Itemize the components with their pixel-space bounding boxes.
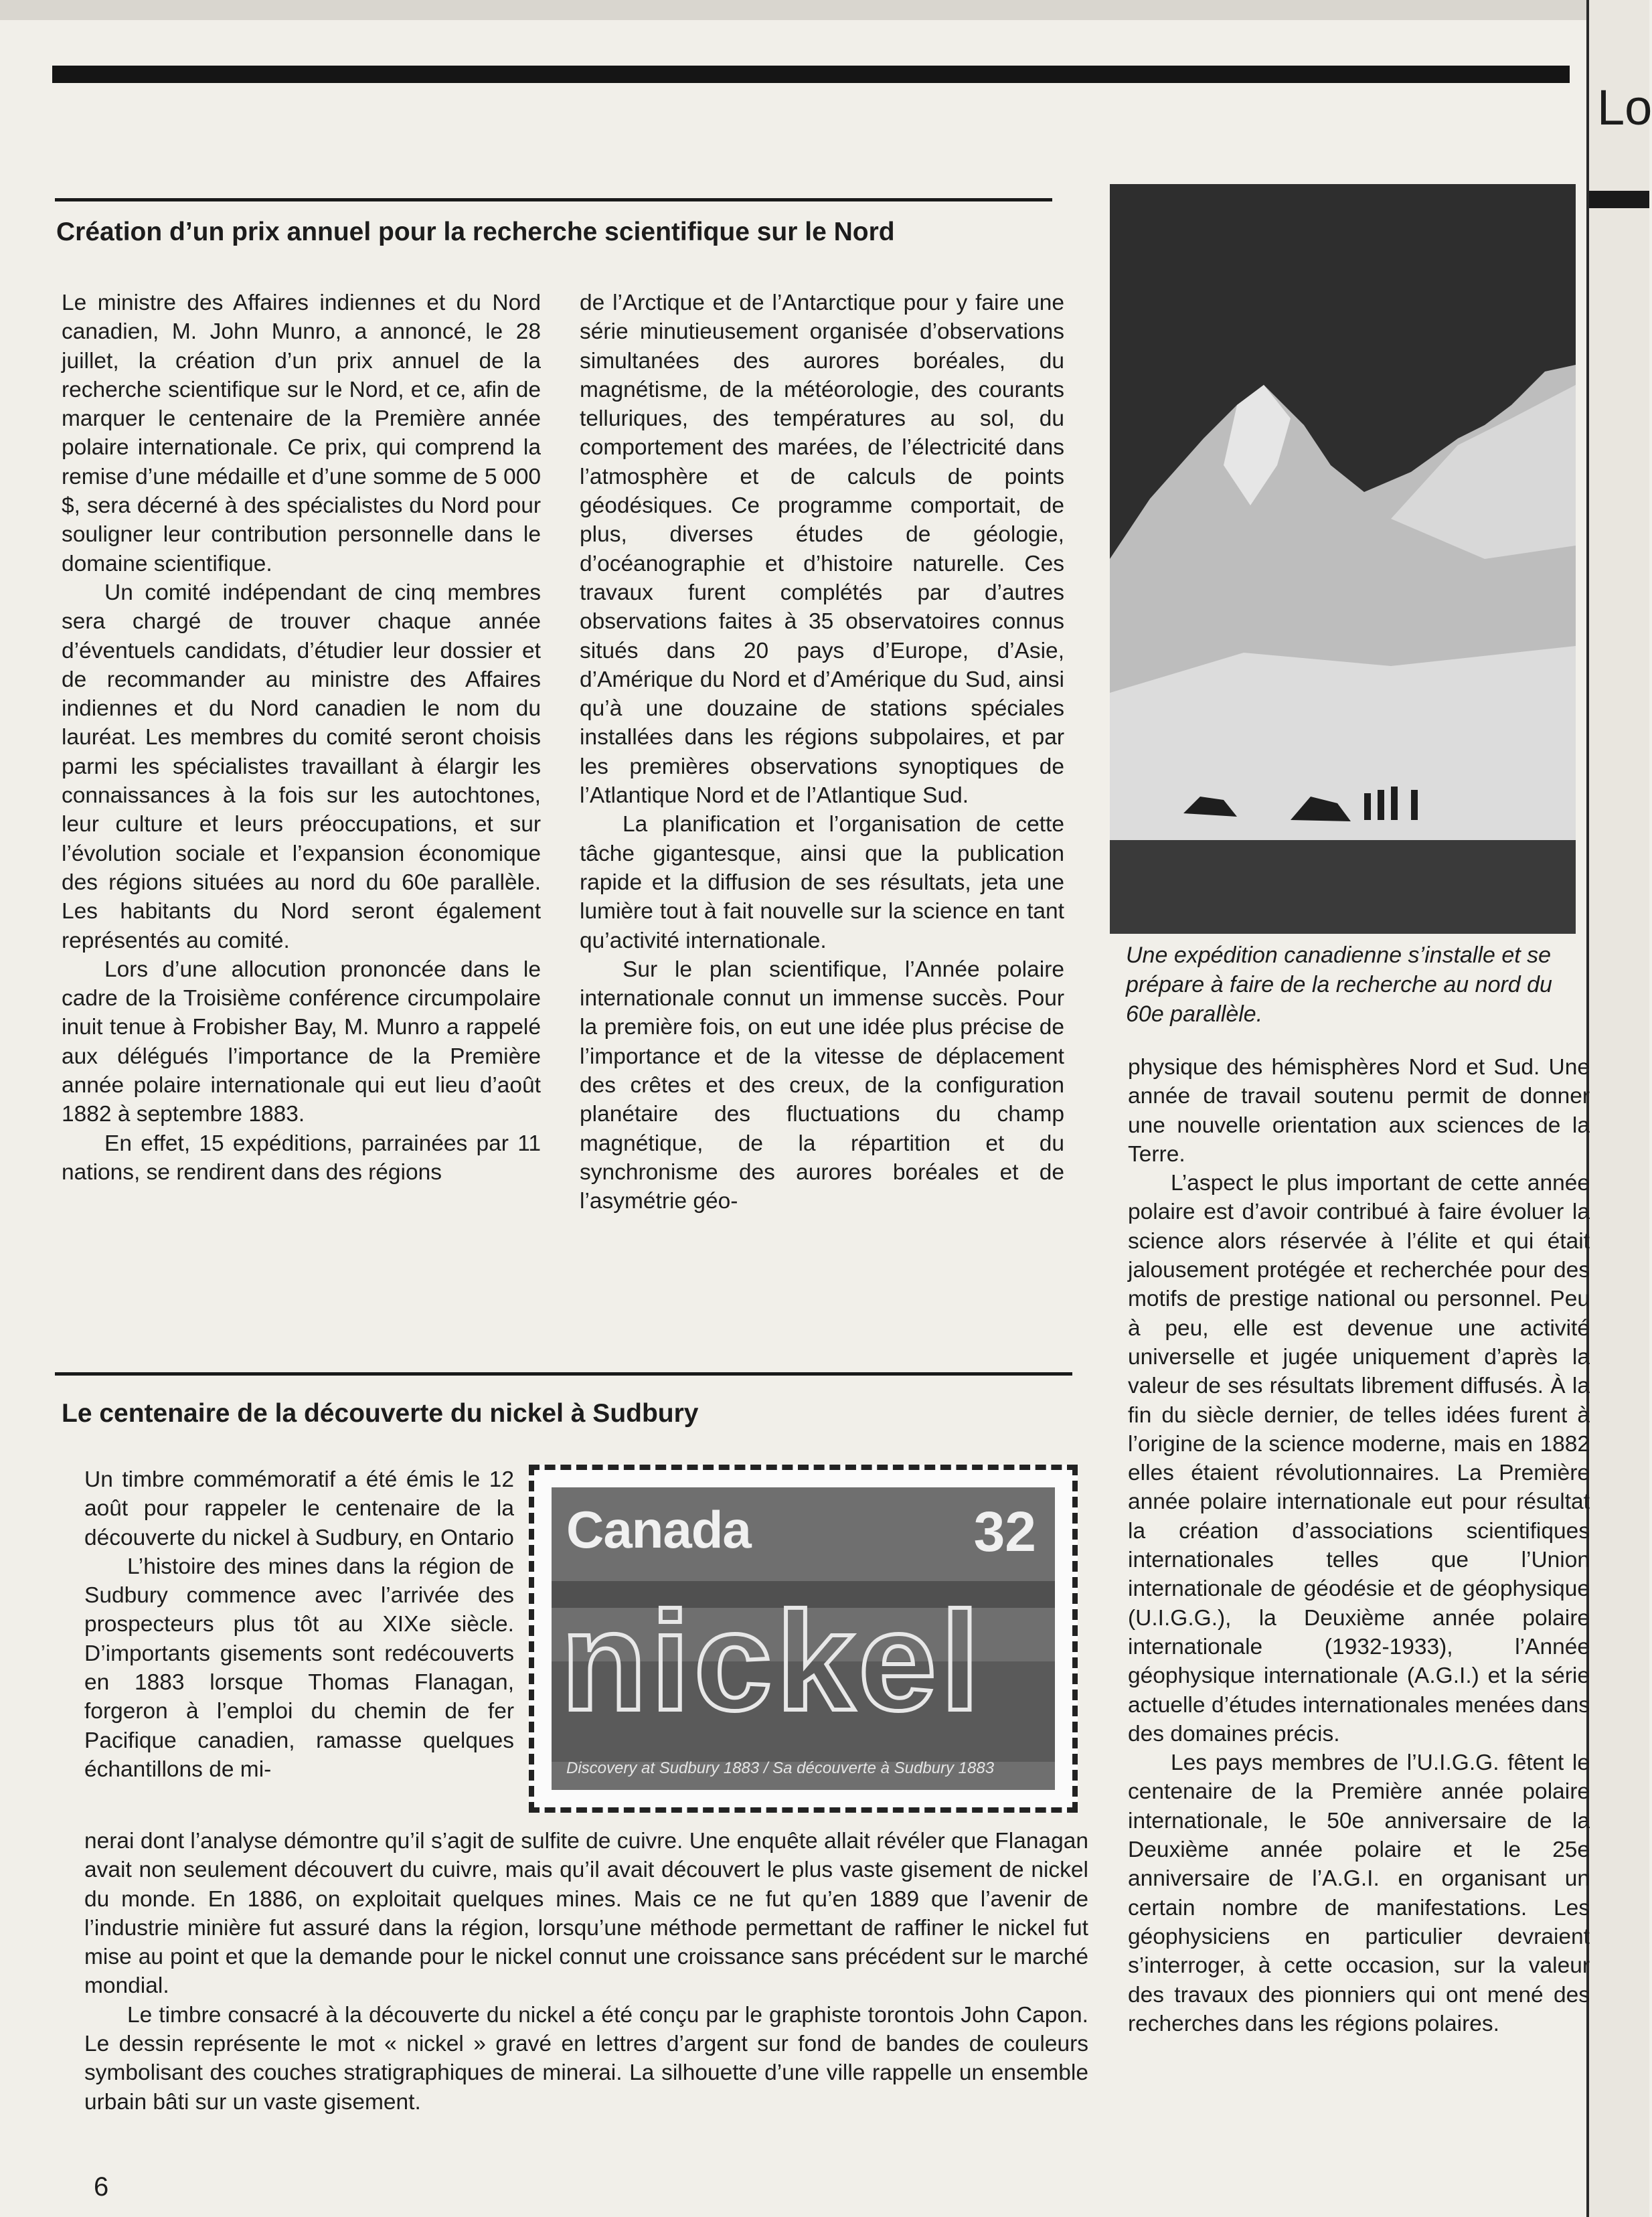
stamp-country: Canada [566,1500,751,1559]
paragraph: Un comité indépendant de cinq membres sera chargé de trouver chaque année d’éventuels candidats, d’étudier leur dossier et de recommander au ministre des Affaires indiennes et du Nord canadien le nom du lauréat. Les membres du comité seront choisis parmi les spécialistes travaillant à élargir les connaissances à la fois sur les autochtones, leur culture et leurs préoccupations, et sur l’évolution sociale et l’expansion économique des régions situées au nord du 60e parallèle. Les habitants du Nord seront également représentés au comité. [62,580,541,953]
stamp-word: nickel [561,1582,984,1740]
paragraph: nerai dont l’analyse démontre qu’il s’agit de sulfite de cuivre. Une enquête allait révéler que Flanagan avait non seulement découvert du cuivre, mais qu’il avait découvert le plus vaste gisement de nickel du monde. En 1886, on exploitait quelques mines. Mais ce ne fut qu’en 1889 que l’avenir de l’industrie minière fut assuré dans la région, lorsqu’une méthode permettant de raffiner le nickel fut mise au point et que la demande pour le nickel connut une croissance sans précédent sur le marché mondial. [84,1829,1088,1999]
paragraph: Sur le plan scientifique, l’Année polaire internationale connut un immense succès. Pour la première fois, on eut une idée plus précise de l’importance et de la vitesse de déplacement des crêtes et des creux, de la configuration planétaire des fluctuations du champ magnétique, de la répartition et du synchronisme des aurores boréales et de l’asymétrie géo- [580,957,1064,1214]
article2-rule [55,1372,1072,1376]
stamp-design [552,1487,1055,1790]
paragraph: physique des hémisphères Nord et Sud. Une année de travail soutenu permit de donner une nouvelle orientation aux sciences de la Terre. [1128,1055,1590,1167]
article1-rule [55,198,1052,201]
facing-page-fragment [1586,0,1652,2217]
stamp-value: 32 [973,1500,1036,1563]
article1-title: Création d’un prix annuel pour la recherche scientifique sur le Nord [56,218,895,246]
paragraph: L’histoire des mines dans la région de Sudbury commence avec l’arrivée des prospecteurs plus tôt au XIXe siècle. D’importants gisements sont redécouverts en 1883 lorsque Thomas Flanagan, forgeron à l’emploi du chemin de fer Pacifique canadien, ramasse quelques échantillons de mi- [84,1554,514,1782]
paragraph: La planification et l’organisation de cette tâche gigantesque, ainsi que la publication rapide et la diffusion de ses résultats, jeta une lumière tout à fait nouvelle sur la science en tant qu’activité internationale. [580,812,1064,953]
facing-page-heading: Lo [1597,80,1652,135]
paragraph: Le ministre des Affaires indiennes et du Nord canadien, M. John Munro, a annoncé, le 28 juillet, la création d’un prix annuel de la recherche scientifique sur le Nord, et ce, afin de marquer le centenaire de la Première année polaire internationale. Ce prix, qui comprend la remise d’une médaille et d’une somme de 5 000 $, sera décerné à des spécialistes du Nord pour souligner leur contribution personnelle dans le domaine scientifique. [62,291,541,576]
nickel-stamp [529,1465,1078,1813]
paragraph: En effet, 15 expéditions, parrainées par 11 nations, se rendirent dans des régions [62,1131,541,1185]
article2-wide-column [84,1827,1088,2117]
page-edge-shadow [0,0,1647,20]
article2-narrow-column [84,1465,514,1784]
photo-caption: Une expédition canadienne s’installe et se prépare à faire de la recherche au nord du 60e parallèle. [1126,942,1552,1027]
paragraph: L’aspect le plus important de cette année polaire est d’avoir contribué à faire évoluer la science alors réservée à l’élite et qui était jalousement protégée et recherchée pour des motifs de prestige national ou personnel. Peu à peu, elle est devenue une activité universelle et jugée uniquement d’après la valeur de ses résultats librement diffusés. À la fin du siècle dernier, de telles idées furent à l’origine de la science moderne, mais en 1882 elles étaient révolutionnaires. La Première année polaire internationale eut pour résultat la création d’associations scientifiques internationales telles que l’Union internationale de géodésie et de géophysique (U.I.G.G.), la Deuxième année polaire internationale (1932-1933), l’Année géophysique internationale (A.G.I.) et la série actuelle d’études internationales menées dans des domaines précis. [1128,1171,1590,1746]
page-number: 6 [94,2172,109,2202]
article1-column-3 [1128,1053,1590,2038]
article1-column-1 [62,289,541,1187]
stamp-caption: Discovery at Sudbury 1883 / Sa découverte à Sudbury 1883 [566,1759,995,1777]
paragraph: Un timbre commémoratif a été émis le 12 août pour rappeler le centenaire de la découverte du nickel à Sudbury, en Ontario [84,1467,514,1550]
facing-page-header-bar [1589,191,1649,208]
expedition-photo-image [1110,184,1576,934]
paragraph: de l’Arctique et de l’Antarctique pour y faire une série minutieusement organisée d’observations simultanées des aurores boréales, du magnétisme, de la météorologie, des courants telluriques, des températures au sol, du comportement des marées, de l’électricité dans l’atmosphère et de calculs de points géodésiques. Ce programme comportait, de plus, diverses études de géologie, d’océanographie et d’histoire naturelle. Ces travaux furent complétés par d’autres observations faites à 35 observatoires connus situés dans 20 pays d’Europe, d’Asie, d’Amérique du Nord et d’Amérique du Sud, ainsi qu’à une douzaine de stations spéciales installées dans les régions subpolaires, et par les premières observations synoptiques de l’Atlantique Nord et de l’Atlantique Sud. [580,291,1064,809]
article2-title: Le centenaire de la découverte du nickel à Sudbury [62,1399,699,1428]
paragraph: Lors d’une allocution prononcée dans le cadre de la Troisième conférence circumpolaire inuit tenue à Frobisher Bay, M. Munro a rappelé aux délégués l’importance de la Première année polaire internationale qui eut lieu d’août 1882 à septembre 1883. [62,957,541,1127]
article1-column-2 [580,289,1064,1216]
paragraph: Le timbre consacré à la découverte du nickel a été conçu par le graphiste torontois John Capon. Le dessin représente le mot « nickel » gravé en lettres d’argent sur fond de bandes de couleurs symbolisant des couches stratigraphiques de minerai. La silhouette d’une ville rappelle un ensemble urbain bâti sur un vaste gisement. [84,2002,1088,2115]
paragraph: Les pays membres de l’U.I.G.G. fêtent le centenaire de la Première année polaire internationale, le 50e anniversaire de la Deuxième année polaire et le 25e anniversaire de l’A.G.I. en organisant un certain nombre de manifestations. Les géophysiciens en particulier devraient s’interroger, à cette occasion, sur la valeur des travaux des pionniers qui ont mené des recherches dans les régions polaires. [1128,1750,1590,2036]
expedition-photo [1110,184,1576,934]
top-rule [52,66,1570,83]
